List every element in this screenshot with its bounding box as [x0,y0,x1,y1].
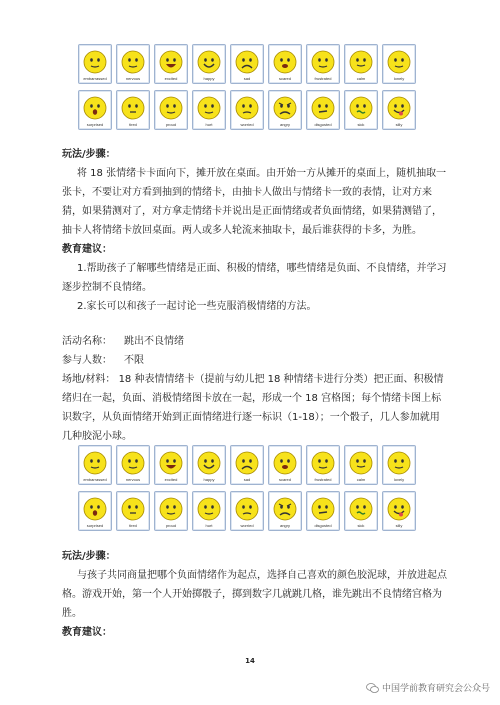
emotion-card-label: tired [129,122,137,127]
venue-materials [62,370,447,446]
embarrassed-face-icon [83,50,107,74]
steps-paragraph: 将 18 张情绪卡卡面向下，摊开放在桌面。由开始一方从摊开的桌面上，随机抽取一张卡，不要让对方看到抽到的情绪卡，由抽卡人做出与情绪卡一致的表情，让对方来猜，如果猜测对了，对方拿走情绪卡并说出是正面情绪或者负面情绪，如果猜测错了，抽卡人将情绪卡放回桌面。两人或多人轮流来抽取卡，最后谁获得的卡多，为胜。 [62,168,447,236]
emotion-card-label: sad [243,477,251,482]
advice-heading-2: 教育建议： [62,627,112,638]
venue-label: 场地/材料： [62,374,116,385]
venue-value: 18 种表情情绪卡（提前与幼儿把 18 种情绪卡进行分类）把正面、积极情绪归在一起，负面、消极情绪图卡放在一起，形成一个 18 宫格图；每个情绪卡图上标识数字，从负面情绪开始到正面情绪进行逐一标识（1-18）；一个骰子，几人参加就用几种胶泥小球。 [62,374,444,442]
emotion-card-sad [230,44,264,84]
emotion-card-worried [230,90,264,130]
emotion-card-proud [154,90,188,130]
proud-face-icon [159,96,183,120]
worried-face-icon [235,497,259,521]
emotion-card-label: angry [279,523,290,528]
watermark-text: 中国学前教育研究会公众号 [381,684,490,694]
excited-face-icon [159,451,183,475]
emotion-card-lonely [382,44,416,84]
hurt-face-icon [197,96,221,120]
emotion-card-calm [344,44,378,84]
emotion-card-grid-bottom [78,445,423,531]
silly-face-icon [387,497,411,521]
worried-face-icon [235,96,259,120]
emotion-card-silly [382,90,416,130]
emotion-card-label: happy [203,76,215,81]
emotion-card-scared [268,445,302,485]
emotion-card-frustrated [306,445,340,485]
frustrated-face-icon [311,50,335,74]
tired-face-icon [121,497,145,521]
emotion-card-label: happy [203,477,215,482]
angry-face-icon [273,96,297,120]
emotion-card-label: sick [357,523,365,528]
nervous-face-icon [121,451,145,475]
calm-face-icon [349,451,373,475]
emotion-card-excited [154,44,188,84]
advice-item-1: 1.帮助孩子了解哪些情绪是正面、积极的情绪，哪些情绪是负面、不良情绪，并学习逐步控制不良情绪。 [62,263,447,293]
participants-label: 参与人数： [62,355,112,366]
emotion-card-surprised [78,491,112,531]
section-rules-2 [62,547,447,642]
emotion-card-label: proud [165,122,177,127]
emotion-card-happy [192,44,226,84]
emotion-card-hurt [192,491,226,531]
activity-name-row [62,332,447,351]
emotion-card-label: excited [164,76,178,81]
section-rules-1 [62,145,447,316]
emotion-card-label: embarrassed [83,477,107,482]
emotion-card-label: worried [240,523,254,528]
emotion-card-label: surprised [86,523,104,528]
emotion-card-embarrassed [78,44,112,84]
emotion-card-label: sick [357,122,365,127]
lovely-face-icon [387,451,411,475]
surprised-face-icon [83,497,107,521]
disgusted-face-icon [311,497,335,521]
emotion-card-label: calm [356,477,366,482]
emotion-card-angry [268,491,302,531]
tired-face-icon [121,96,145,120]
emotion-card-label: frustrated [314,76,332,81]
watermark [366,681,490,694]
frustrated-face-icon [311,451,335,475]
emotion-card-angry [268,90,302,130]
happy-face-icon [197,451,221,475]
emotion-card-label: lonely [393,76,405,81]
silly-face-icon [387,96,411,120]
steps-heading-2: 玩法/步骤： [62,551,116,562]
emotion-card-label: angry [279,122,290,127]
page-number: 14 [245,657,255,665]
emotion-card-label: disgusted [314,122,332,127]
emotion-card-label: worried [240,122,254,127]
sad-face-icon [235,50,259,74]
emotion-card-label: embarrassed [83,76,107,81]
scared-face-icon [273,50,297,74]
emotion-card-label: surprised [86,122,104,127]
emotion-card-worried [230,491,264,531]
emotion-card-sick [344,90,378,130]
nervous-face-icon [121,50,145,74]
surprised-face-icon [83,96,107,120]
embarrassed-face-icon [83,451,107,475]
emotion-card-label: tired [129,523,137,528]
emotion-card-label: silly [395,523,403,528]
emotion-card-surprised [78,90,112,130]
emotion-card-tired [116,491,150,531]
emotion-card-embarrassed [78,445,112,485]
emotion-card-label: excited [164,477,178,482]
sick-face-icon [349,497,373,521]
advice-heading: 教育建议： [62,244,112,255]
emotion-card-disgusted [306,491,340,531]
emotion-card-label: calm [356,76,366,81]
emotion-card-label: hurt [205,523,213,528]
disgusted-face-icon [311,96,335,120]
emotion-card-calm [344,445,378,485]
emotion-card-label: hurt [205,122,213,127]
emotion-card-proud [154,491,188,531]
emotion-card-sad [230,445,264,485]
emotion-card-happy [192,445,226,485]
lonely-face-icon [387,50,411,74]
steps-paragraph-2: 与孩子共同商量把哪个负面情绪作为起点，选择自己喜欢的颜色胶泥球，并放进起点格。游戏开始，第一个人开始掷骰子，掷到数字几就跳几格，谁先跳出不良情绪宫格为胜。 [62,570,447,619]
emotion-card-label: proud [165,523,177,528]
steps-heading: 玩法/步骤： [62,149,116,160]
emotion-card-label: scared [278,76,291,81]
emotion-card-nervous [116,44,150,84]
sad-face-icon [235,451,259,475]
emotion-card-hurt [192,90,226,130]
excited-face-icon [159,50,183,74]
emotion-card-disgusted [306,90,340,130]
activity-name-label: 活动名称： [62,336,112,347]
hurt-face-icon [197,497,221,521]
emotion-card-sick [344,491,378,531]
emotion-card-label: silly [395,122,403,127]
sick-face-icon [349,96,373,120]
emotion-card-label: nervous [125,477,141,482]
participants-value: 不限 [124,355,144,366]
scared-face-icon [273,451,297,475]
emotion-card-label: frustrated [314,477,332,482]
happy-face-icon [197,50,221,74]
emotion-card-label: lovely [393,477,405,482]
emotion-card-scared [268,44,302,84]
activity-name-value: 跳出不良情绪 [124,336,184,347]
angry-face-icon [273,497,297,521]
proud-face-icon [159,497,183,521]
emotion-card-frustrated [306,44,340,84]
emotion-card-tired [116,90,150,130]
emotion-card-label: nervous [125,76,141,81]
wechat-icon [366,683,379,693]
participants-row [62,351,447,370]
emotion-card-excited [154,445,188,485]
emotion-card-label: disgusted [314,523,332,528]
emotion-card-grid-top [78,44,423,130]
emotion-card-label: scared [278,477,291,482]
emotion-card-lovely [382,445,416,485]
emotion-card-nervous [116,445,150,485]
activity-info [62,332,447,446]
emotion-card-silly [382,491,416,531]
advice-item-2: 2.家长可以和孩子一起讨论一些克服消极情绪的方法。 [77,301,317,312]
calm-face-icon [349,50,373,74]
emotion-card-label: sad [243,76,251,81]
